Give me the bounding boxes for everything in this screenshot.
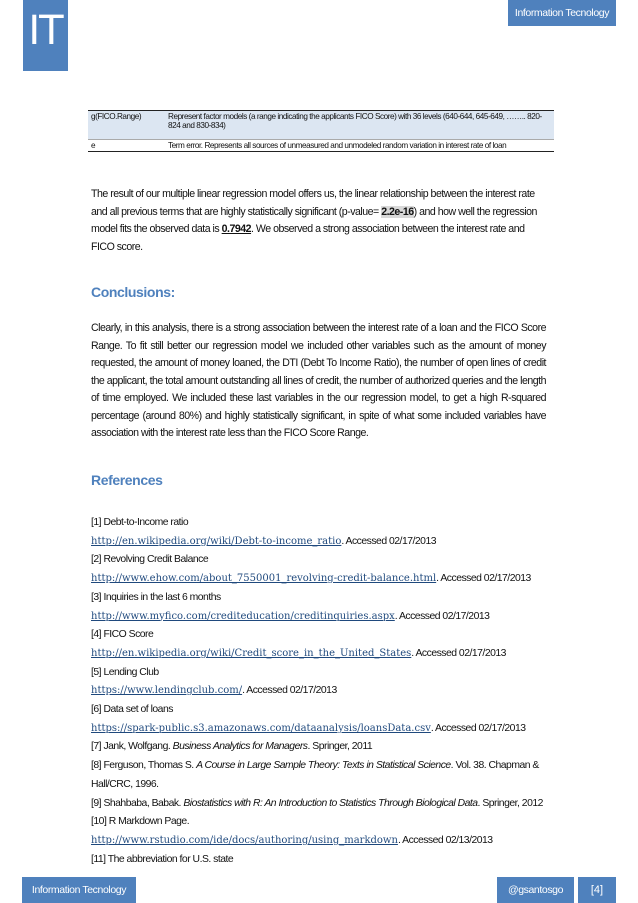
logo-badge: IT — [23, 0, 68, 71]
ref-link[interactable]: http://en.wikipedia.org/wiki/Debt-to-income_ratio — [91, 535, 342, 547]
result-text-2: ) and how well the regression model fits the observed data is — [91, 205, 537, 235]
references-list — [91, 514, 561, 869]
ref-link-line — [91, 832, 561, 851]
ref-accessed: . Accessed 02/13/2013 — [397, 834, 493, 846]
ref-author: [8] Ferguson, Thomas S. — [91, 760, 194, 772]
ref-publisher: . Springer, 2011 — [307, 741, 373, 753]
ref-accessed: . Accessed 02/17/2013 — [436, 573, 531, 585]
ref-accessed: . Accessed 02/17/2013 — [242, 685, 337, 697]
table-term: e — [88, 140, 165, 152]
ref-title: [6] Data set of loans — [91, 704, 173, 716]
ref-author: [7] Jank, Wolfgang. — [91, 741, 171, 753]
ref-accessed: . Accessed 02/17/2013 — [341, 535, 436, 547]
ref-link-line — [91, 608, 561, 627]
ref-publisher: . Vol. 38. Chapman & — [450, 760, 539, 772]
ref-title: [3] Inquiries in the last 6 months — [91, 591, 221, 603]
ref-book — [91, 795, 561, 814]
ref-publisher: . Springer, 2012 — [477, 797, 543, 809]
ref-link[interactable]: http://www.myfico.com/crediteducation/creditinquiries.aspx — [91, 610, 395, 622]
page-number: [4] — [578, 877, 616, 903]
ref-accessed: . Accessed 02/17/2013 — [411, 647, 506, 659]
table-desc: Term error. Represents all sources of unmeasured and unmodeled random variation in interest rate of loan — [165, 140, 554, 152]
references-heading: References — [91, 472, 163, 488]
ref-title: [5] Lending Club — [91, 666, 159, 678]
ref-accessed: . Accessed 02/17/2013 — [394, 610, 490, 622]
result-paragraph — [91, 186, 546, 256]
conclusions-text: Clearly, in this analysis, there is a strong association between the interest rate of a loan and the FICO Score Range. To fit still better our regression model we included other variables such as the amount of money requested, the amount of money loaned, the DTI (Debt To Income Ratio), the number of open lines of credit the applicant, the total amount outstanding all lines of credit, the number of authorized queries and the length of time employed. We included these last variables in the our regression model, to get a high R-squared percentage (around 80%) and highly statistically significant, in spite of what some included variables have association with the interest rate less than the FICO Score Range. — [91, 322, 546, 439]
ref-author: [9] Shahbaba, Babak. — [91, 797, 181, 809]
ref-title: [4] FICO Score — [91, 629, 154, 641]
footer-title: Information Tecnology — [22, 877, 136, 903]
ref-book — [91, 738, 561, 757]
ref-link[interactable]: https://www.lendingclub.com/ — [91, 685, 243, 697]
terms-table — [88, 110, 554, 152]
p-value: 2.2e-16 — [381, 205, 414, 218]
ref-link-line — [91, 645, 561, 664]
result-text-1: The result of our multiple linear regression model offers us, the linear relationship between the interest rate and all previous terms that are highly statistically significant (p-value= — [91, 188, 535, 218]
ref-link-line — [91, 570, 561, 589]
ref-accessed: . Accessed 02/17/2013 — [430, 722, 526, 734]
conclusions-heading: Conclusions: — [91, 284, 175, 300]
ref-book-cont: Hall/CRC, 1996. — [91, 778, 159, 790]
ref-title: [2] Revolving Credit Balance — [91, 554, 209, 566]
ref-link-line — [91, 682, 561, 701]
table-term: g(FICO.Range) — [88, 111, 165, 140]
table-row — [88, 140, 554, 152]
header-title: Information Tecnology — [508, 0, 616, 26]
ref-link-line — [91, 720, 561, 739]
ref-title: [10] R Markdown Page. — [91, 816, 190, 828]
r-squared-value: 0.7942 — [221, 223, 252, 235]
ref-link[interactable]: http://www.rstudio.com/ide/docs/authoring/using_markdown — [91, 834, 398, 846]
ref-book-title: Business Analytics for Managers — [172, 741, 308, 753]
ref-link[interactable]: http://en.wikipedia.org/wiki/Credit_score_in_the_United_States — [91, 647, 412, 659]
result-text-3: . We observed a strong association between the interest rate and FICO score. — [91, 223, 525, 253]
footer-handle: @gsantosgo — [497, 877, 574, 903]
ref-title: [1] Debt-to-Income ratio — [91, 517, 189, 528]
table-row — [88, 111, 554, 140]
ref-link[interactable]: http://www.ehow.com/about_7550001_revolving-credit-balance.html — [91, 573, 437, 585]
ref-book-title: A Course in Large Sample Theory: Texts in Statistical Science — [196, 760, 451, 772]
ref-link[interactable]: https://spark-public.s3.amazonaws.com/dataanalysis/loansData.csv — [91, 722, 431, 734]
ref-link-line — [91, 533, 561, 552]
ref-book — [91, 757, 561, 776]
ref-title: [11] The abbreviation for U.S. state — [91, 853, 234, 865]
table-desc: Represent factor models (a range indicating the applicants FICO Score) with 36 levels (640-644, 645-649, …….. 820-824 and 830-834) — [165, 111, 554, 140]
ref-book-title: Biostatistics with R: An Introduction to Statistics Through Biological Data — [183, 797, 478, 809]
